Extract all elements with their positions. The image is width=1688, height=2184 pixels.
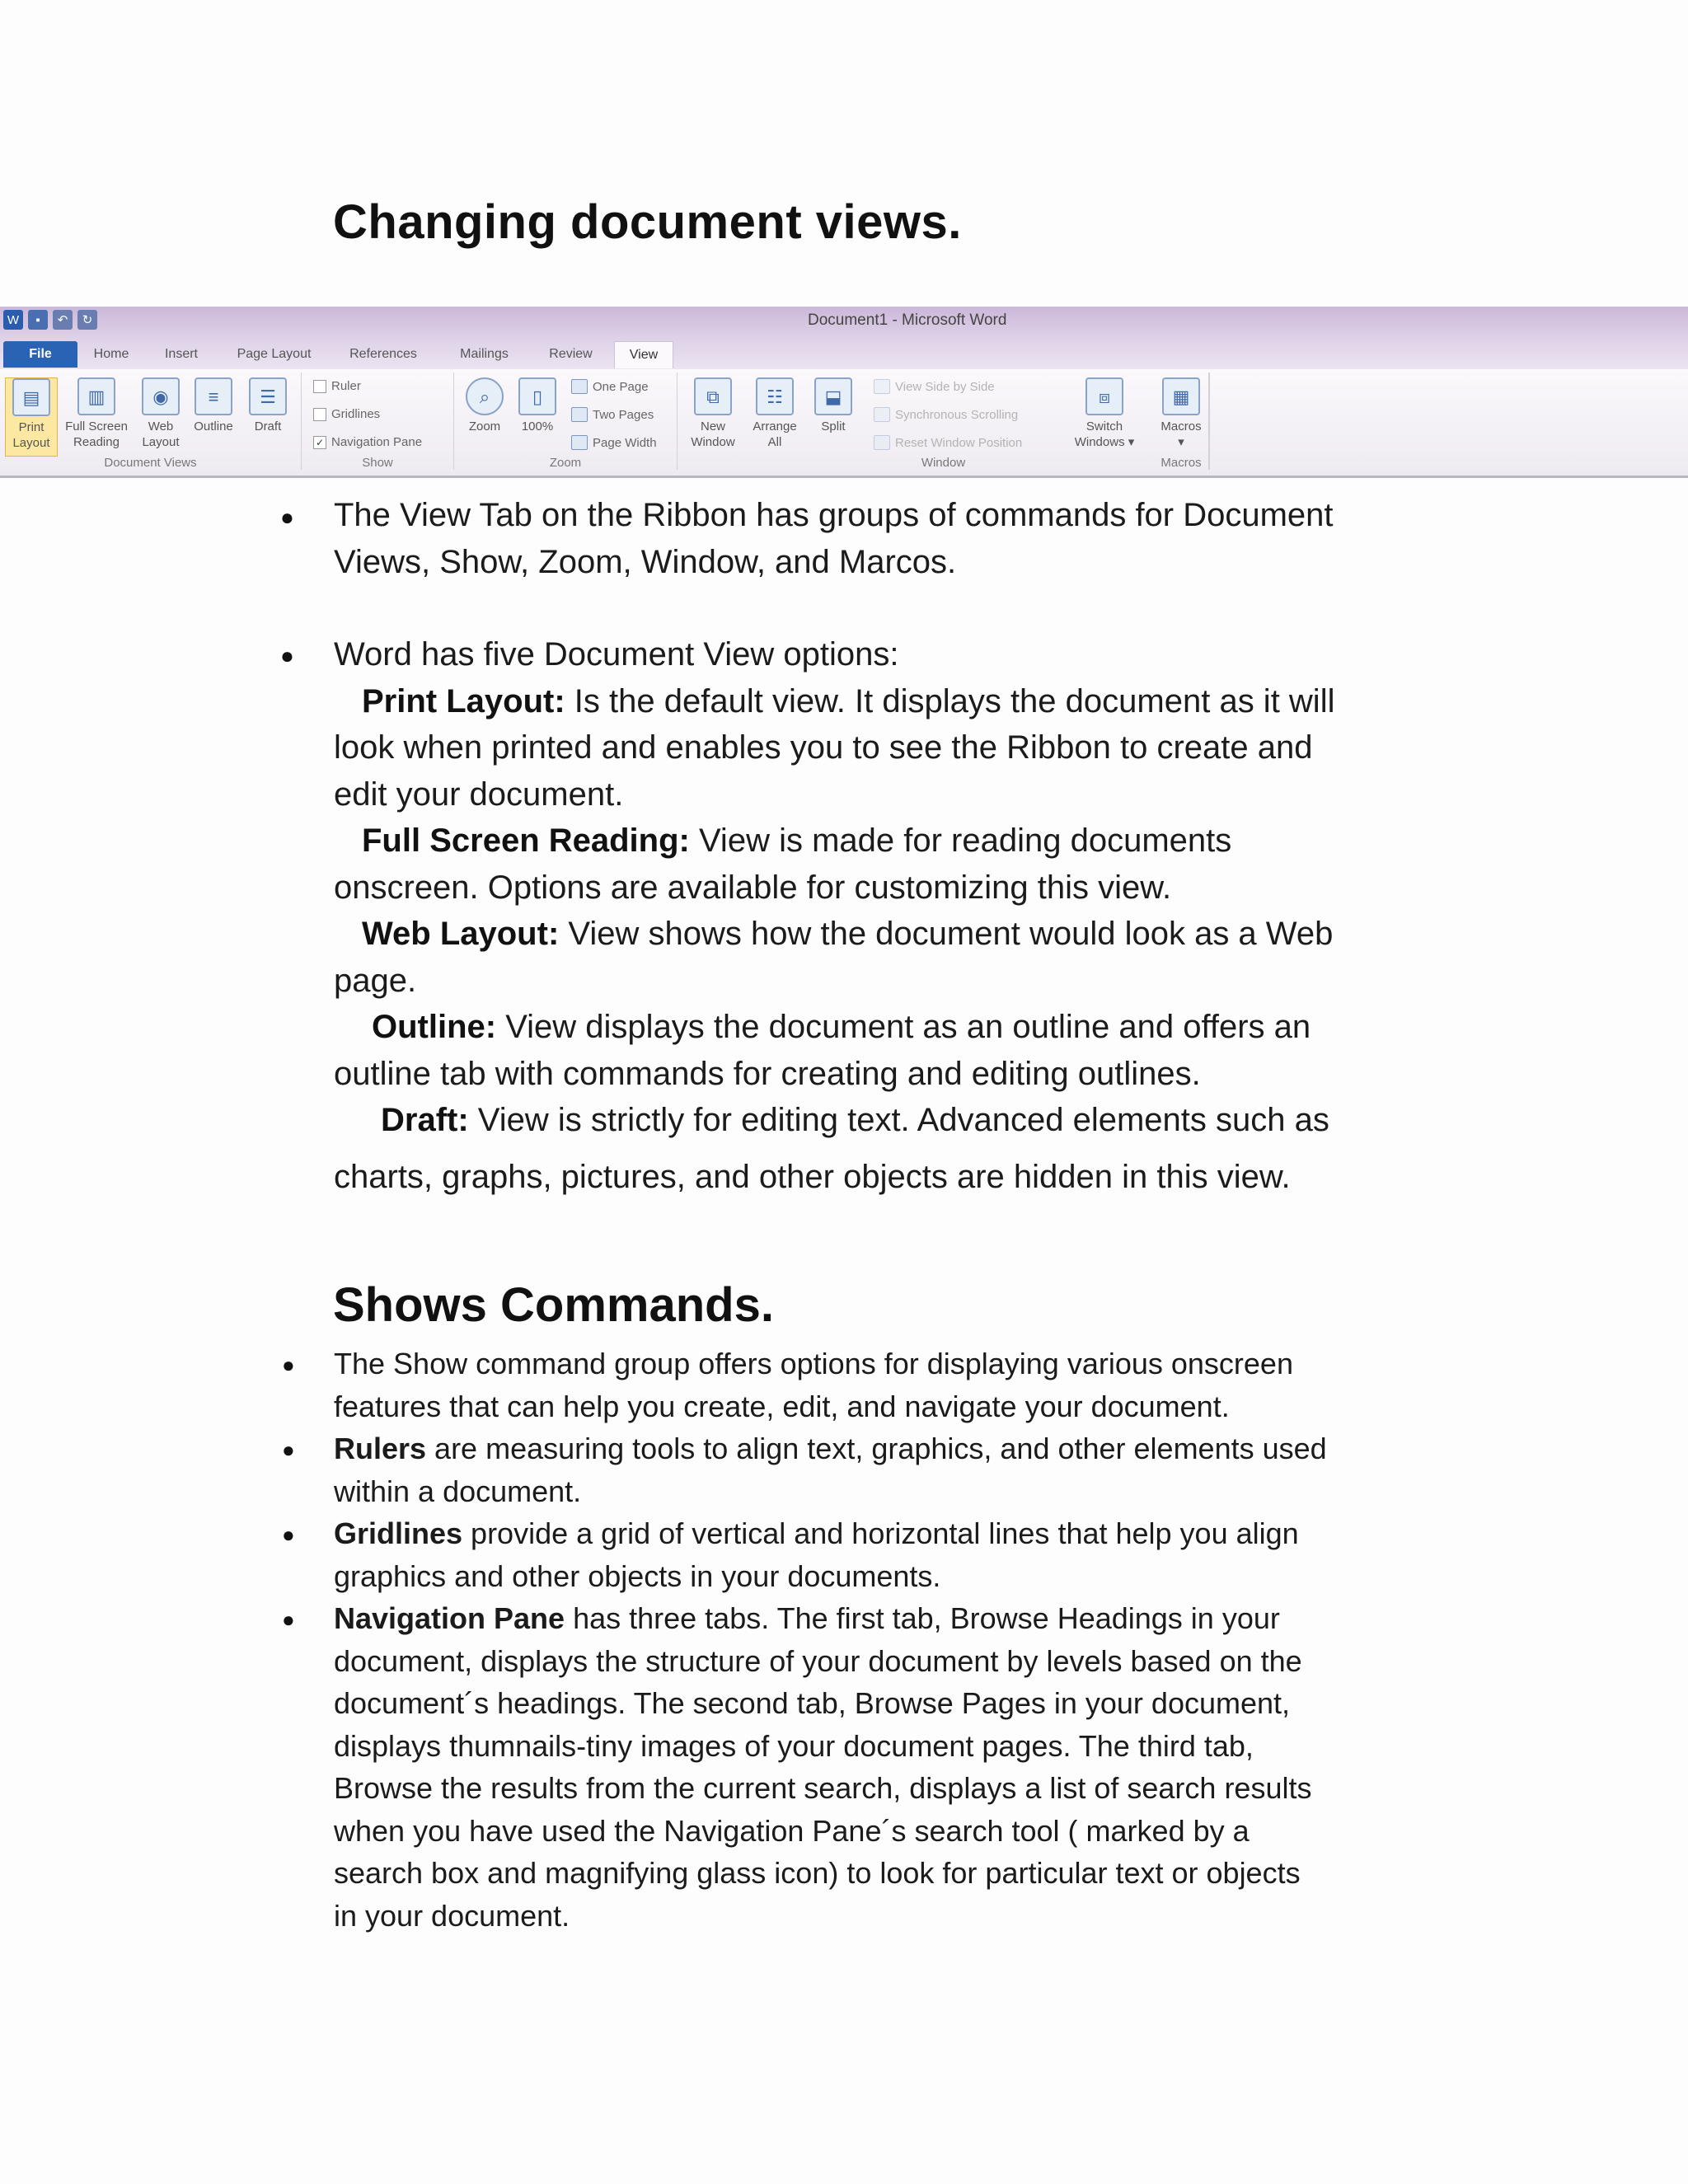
group-label: Macros [1160,456,1202,470]
text-line: The View Tab on the Ribbon has groups of commands for Document [334,497,1334,533]
reset-window-position-button[interactable] [874,435,1022,450]
two-pages-icon [571,407,588,422]
text-line: Word has five Document View options: [334,636,899,673]
macros-button[interactable] [1156,377,1207,450]
globe-icon: ◉ [142,377,180,415]
rulers-term: Rulers [334,1432,427,1465]
reset-window-icon [874,435,890,450]
text-line: look when printed and enables you to see the Ribbon to create and [334,729,1313,766]
new-window-icon: ⧉ [694,377,732,415]
text-line: View is strictly for editing text. Advanced elements such as [468,1102,1329,1138]
bullet-icon: ● [282,1607,295,1632]
navigation-pane-term: Navigation Pane [334,1601,565,1635]
text-line: displays thumnails-tiny images of your document pages. The third tab, [334,1728,1254,1763]
text-line: charts, graphs, pictures, and other objects are hidden in this view. [334,1158,1291,1195]
group-label: Show [362,456,393,470]
synchronous-scrolling-button[interactable] [874,407,1018,422]
gridlines-term: Gridlines [334,1516,463,1550]
group-label: Window [921,456,966,470]
draft-button[interactable] [242,377,293,434]
bullet-icon: ● [282,1522,295,1547]
page-width-button[interactable] [571,435,657,450]
group-document-views [0,373,302,470]
view-side-by-side-button[interactable] [874,379,995,394]
ruler-checkbox[interactable] [313,379,361,393]
ribbon-tabs [0,336,1688,369]
two-pages-button[interactable] [571,407,654,422]
gridlines-checkbox[interactable] [313,407,380,421]
checkbox[interactable] [313,380,326,393]
tab-references[interactable]: References [349,347,417,361]
text-line: in your document. [334,1898,570,1933]
button-label: Layout [142,435,180,449]
page-width-label: Page Width [593,435,657,450]
text-line: View shows how the document would look as a Web [559,916,1334,952]
undo-icon[interactable]: ↶ [53,310,73,330]
switch-windows-button[interactable] [1065,377,1144,450]
text-line: Views, Show, Zoom, Window, and Marcos. [334,543,957,580]
full-screen-reading-button[interactable] [61,377,132,450]
tab-home[interactable]: Home [93,347,129,361]
group-show [302,373,454,470]
text-line: The Show command group offers options for displaying various onscreen [334,1347,1293,1380]
one-page-label: One Page [593,379,649,394]
navigation-pane-checkbox[interactable] [313,435,422,449]
text-line: outline tab with commands for creating and editing outlines. [334,1055,1201,1092]
side-by-side-icon [874,379,890,394]
tab-mailings[interactable]: Mailings [460,347,509,361]
text-line: graphics and other objects in your documents. [334,1558,941,1593]
split-icon: ⬓ [814,377,852,415]
word-app-icon[interactable]: W [3,310,23,330]
text-line: document, displays the structure of your document by levels based on the [334,1643,1302,1678]
text-line: when you have used the Navigation Pane´s search tool ( marked by a [334,1813,1250,1848]
section-title: Shows Commands. [333,1278,774,1332]
synchronous-scrolling-label: Synchronous Scrolling [895,407,1019,422]
navigation-pane-paragraph [334,1597,1455,1937]
full-screen-reading-term: Full Screen Reading: [362,823,690,859]
button-label: Arrange [753,419,797,434]
outline-button[interactable] [188,377,239,434]
text-line: Is the default view. It displays the document as it will [565,682,1335,719]
text-line: View is made for reading documents [689,823,1232,859]
zoom-button[interactable] [459,377,510,434]
new-window-button[interactable] [684,377,742,450]
text-line: provide a grid of vertical and horizontal lines that help you align [462,1516,1299,1550]
web-layout-button[interactable] [135,377,186,450]
web-layout-term: Web Layout: [362,916,560,952]
button-label: Outline [194,419,233,434]
group-label: Document Views [104,456,197,470]
ruler-label: Ruler [331,379,361,393]
window-title: Document1 - Microsoft Word [808,312,1007,329]
bullet-icon: ● [282,1352,295,1377]
tab-review[interactable]: Review [549,347,593,361]
button-label: Window [691,435,735,449]
group-macros [1154,373,1209,470]
text-line: onscreen. Options are available for customizing this view. [334,869,1172,906]
page-width-icon [571,435,588,450]
tab-view[interactable]: View [614,341,673,368]
print-layout-term: Print Layout [362,682,555,719]
text-line: document´s headings. The second tab, Browse Pages in your document, [334,1686,1291,1720]
group-zoom [454,373,678,470]
ribbon-body [0,369,1688,476]
button-label: Layout [12,436,50,450]
button-label: Reading [73,435,120,449]
button-label: Print [18,420,45,434]
navigation-pane-label: Navigation Pane [331,435,423,449]
rulers-paragraph [334,1427,1455,1512]
gridlines-paragraph [334,1512,1455,1597]
view-tab-paragraph [334,492,1455,585]
checkbox[interactable] [313,408,326,421]
sync-scroll-icon [874,407,890,422]
button-label: Macros [1160,419,1202,434]
quick-access-toolbar [3,310,97,330]
outline-term: Outline: [372,1009,497,1045]
view-options-paragraph [334,631,1455,1200]
arrange-all-button[interactable] [745,377,804,450]
checkbox[interactable]: ✓ [313,436,326,449]
one-page-button[interactable] [571,379,649,394]
text-line: Browse the results from the current search, displays a list of search results [334,1771,1312,1805]
text-line: features that can help you create, edit, and navigate your document. [334,1389,1230,1423]
group-window [678,373,1210,470]
page-100-icon: ▯ [518,377,556,415]
draft-icon: ☰ [249,377,287,415]
term-separator: : [554,682,565,719]
button-label: Web [148,419,174,434]
draft-term: Draft: [381,1102,469,1138]
print-layout-icon: ▤ [12,378,50,416]
bullet-icon: ● [282,1437,295,1462]
ribbon-screenshot [0,307,1688,478]
bullet-icon: ● [280,643,294,668]
gridlines-label: Gridlines [331,407,381,421]
one-page-icon [571,379,588,394]
tab-insert[interactable]: Insert [164,347,198,361]
split-button[interactable] [808,377,859,434]
button-label: Windows ▾ [1074,435,1135,449]
button-label: All [767,435,782,449]
view-side-by-side-label: View Side by Side [895,379,995,394]
save-icon[interactable]: ▪ [28,310,48,330]
redo-icon[interactable]: ↻ [77,310,97,330]
button-label: 100% [521,419,554,434]
magnifier-icon: ⌕ [466,377,504,415]
text-line: edit your document. [334,776,624,813]
title-bar [0,307,1688,336]
text-line: page. [334,962,417,999]
button-label: Zoom [468,419,501,434]
text-line: has three tabs. The first tab, Browse Headings in your [565,1601,1280,1635]
text-line: within a document. [334,1474,582,1508]
tab-page-layout[interactable]: Page Layout [237,347,312,361]
bullet-icon: ● [280,504,294,530]
tab-file[interactable]: File [3,341,77,368]
zoom-100-button[interactable] [512,377,563,434]
switch-windows-icon: ⧈ [1085,377,1123,415]
two-pages-label: Two Pages [593,407,654,422]
button-label: Draft [254,419,282,434]
text-line: View displays the document as an outline and offers an [496,1009,1311,1045]
button-label: Split [821,419,846,434]
button-label: Switch [1085,419,1123,434]
show-group-paragraph [334,1343,1455,1427]
button-label: Full Screen [65,419,128,434]
reset-window-position-label: Reset Window Position [895,435,1023,450]
text-line: search box and magnifying glass icon) to look for particular text or objects [334,1856,1301,1890]
macros-icon: ▦ [1162,377,1200,415]
button-label: ▾ [1178,435,1184,449]
page-title: Changing document views. [333,195,962,249]
arrange-all-icon: ☷ [756,377,794,415]
print-layout-button[interactable] [5,377,58,457]
button-label: New [700,419,725,434]
outline-icon: ≡ [195,377,232,415]
full-screen-reading-icon: ▥ [77,377,115,415]
group-label: Zoom [549,456,582,470]
text-line: are measuring tools to align text, graphics, and other elements used [426,1432,1327,1465]
